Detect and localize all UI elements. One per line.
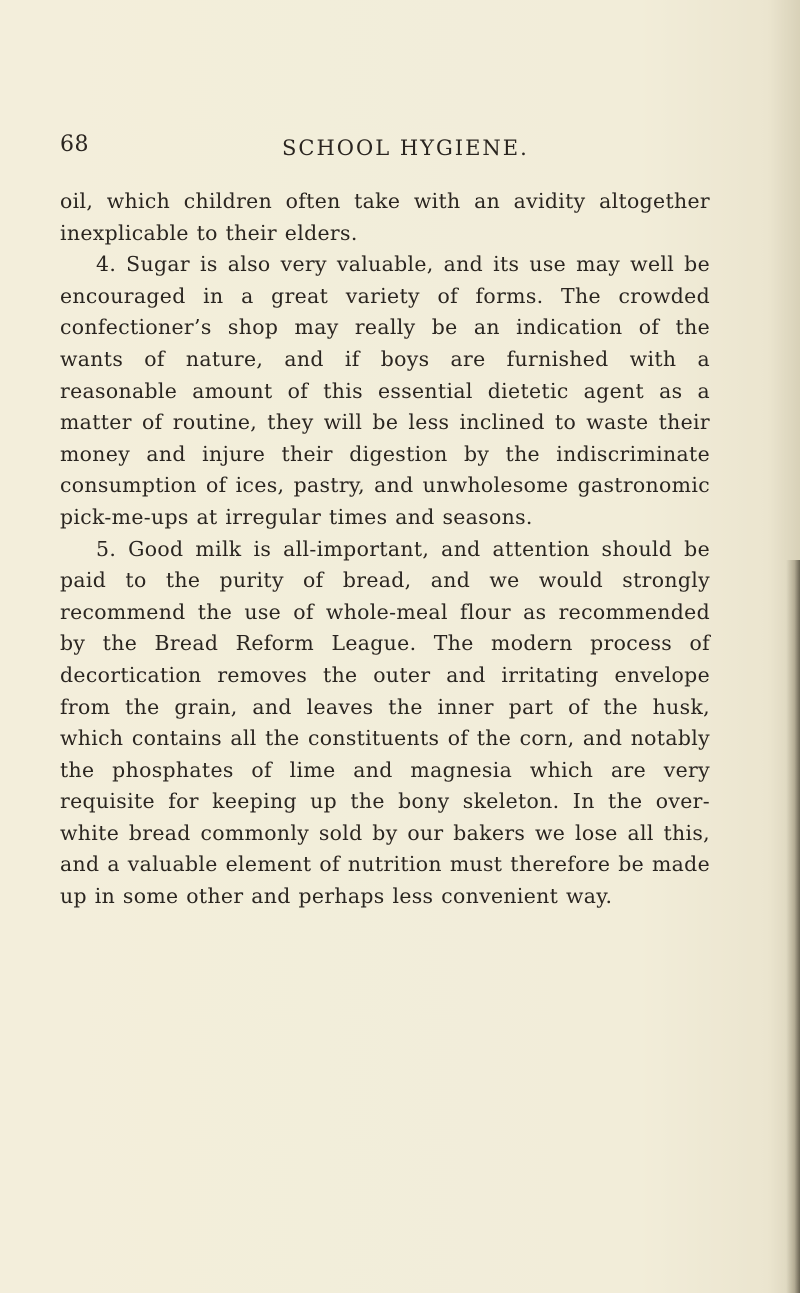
page-edge-shadow	[786, 560, 800, 1293]
body-text	[60, 186, 710, 913]
paragraph-continuation: oil, which children often take with an avidity altogether inexplicable to their elders.	[60, 189, 710, 245]
paragraph-milk-bread: 5. Good milk is all-important, and attention should be paid to the purity of bread, and we would strongly recommend the use of whole-meal flour as recommended by the Bread Reform League. The modern process of decortication removes the outer and irritating envelope from the grain, and leaves the inner part of the husk, which contains all the constituents of the corn, and notably the phosphates of lime and magnesia which are very requisite for keeping up the bony skeleton. In the over-white bread commonly sold by our bakers we lose all this, and a valuable element of nutrition must therefore be made up in some other and perhaps less convenient way.	[60, 536, 710, 909]
page-number: 68	[60, 132, 89, 157]
running-head: SCHOOL HYGIENE.	[282, 136, 529, 160]
page-header	[0, 132, 800, 172]
paragraph-sugar: 4. Sugar is also very valuable, and its use may well be encouraged in a great variety of forms. The crowded confectioner’s shop may really be an indication of the wants of nature, and if boys are furnished with a reasonable amount of this essential dietetic agent as a matter of routine, they will be less inclined to waste their money and injure their digestion by the indiscriminate consumption of ices, pastry, and unwholesome gastronomic pick-me-ups at irregular times and seasons.	[60, 252, 710, 529]
